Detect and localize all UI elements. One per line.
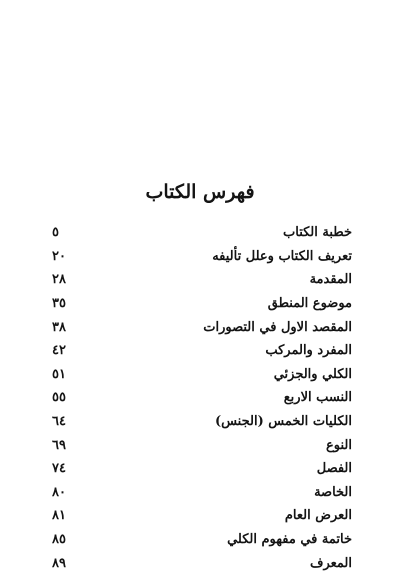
- toc-entry: [52, 551, 352, 575]
- toc-entry: [52, 386, 352, 410]
- toc-entry-page: ٢٨: [52, 272, 66, 288]
- toc-entry-label: تعريف الكتاب وعلل تأليفه: [212, 248, 352, 264]
- toc-entry: [52, 457, 352, 481]
- toc-entry: [52, 315, 352, 339]
- toc-entry: [52, 292, 352, 316]
- toc-entry-label: خطبة الكتاب: [283, 225, 352, 241]
- toc-entry-page: ٥١: [52, 366, 66, 382]
- toc-entry-page: ٨١: [52, 508, 66, 524]
- toc-entry-label: المقدمة: [309, 272, 352, 288]
- toc-entry-page: ٢٠: [52, 248, 66, 264]
- toc-entry: [52, 268, 352, 292]
- toc-entry: [52, 339, 352, 363]
- toc-entry: [52, 245, 352, 269]
- toc-entry-page: ٣٨: [52, 319, 66, 335]
- toc-entry-label: النسب الاربع: [283, 390, 352, 406]
- toc-entry-label: الفصل: [316, 461, 352, 477]
- toc-entry-page: ٥٥: [52, 390, 66, 406]
- toc-entry: [52, 528, 352, 552]
- toc-title: فهرس الكتاب: [145, 181, 255, 203]
- toc-entry-label: المعرف: [309, 555, 352, 571]
- toc-entry-page: ٣٥: [52, 296, 66, 312]
- toc-entry-label: النوع: [326, 437, 352, 453]
- toc-entry-page: ٧٤: [52, 461, 66, 477]
- toc-entry-page: ٦٤: [52, 414, 66, 430]
- toc-entry-page: ٨٠: [52, 484, 66, 500]
- toc-entry-label: الخاصة: [314, 484, 352, 500]
- toc-entry-page: ٨٥: [52, 532, 66, 548]
- toc-entry: [52, 481, 352, 505]
- toc-entry-label: موضوع المنطق: [267, 296, 352, 312]
- toc-entry-label: المفرد والمركب: [265, 343, 352, 359]
- toc-entry-label: العرض العام: [284, 508, 352, 524]
- toc-entry: [52, 504, 352, 528]
- toc-list: [52, 221, 352, 575]
- toc-entry-page: ٨٩: [52, 555, 66, 571]
- toc-entry-label: الكليات الخمس (الجنس): [214, 414, 352, 430]
- toc-entry-page: ٥: [52, 225, 59, 241]
- toc-entry: [52, 363, 352, 387]
- toc-entry: [52, 433, 352, 457]
- toc-entry-page: ٤٢: [52, 343, 66, 359]
- toc-entry: [52, 221, 352, 245]
- toc-entry: [52, 410, 352, 434]
- toc-entry-page: ٦٩: [52, 437, 66, 453]
- toc-entry-label: الكلي والجزئي: [273, 366, 352, 382]
- toc-entry-label: المقصد الاول في التصورات: [203, 319, 352, 335]
- toc-entry-label: خاتمة في مفهوم الكلي: [227, 532, 352, 548]
